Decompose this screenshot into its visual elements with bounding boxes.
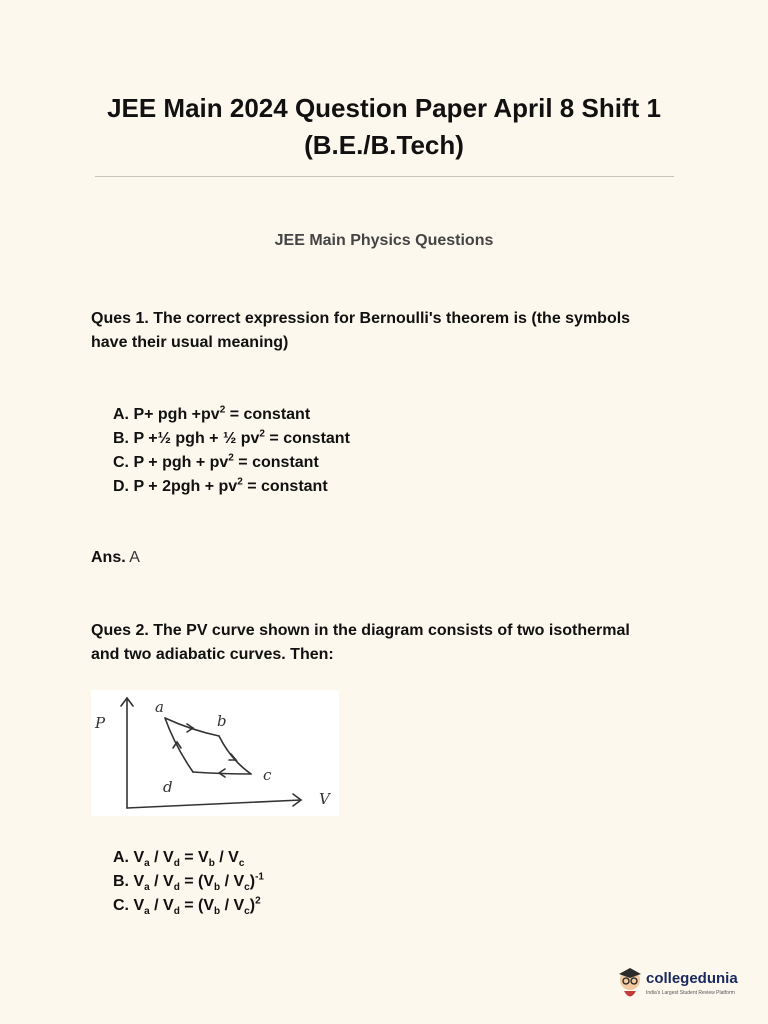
question-1-options [113, 403, 350, 499]
question-2-options [113, 846, 264, 918]
q1-option-a: A. P+ pgh $+pv^2$ = constant [113, 404, 311, 423]
label-v: V [319, 790, 330, 808]
label-a: a [155, 698, 164, 716]
pv-diagram [91, 690, 339, 816]
q2-option-b: B. $V_a / V_d = (V_b / V_c)^{-1}$ [113, 871, 264, 894]
curve-c-d [193, 772, 251, 774]
pv-diagram-svg [91, 690, 339, 816]
answer-label: Ans. [91, 549, 126, 566]
answer-value: A [129, 549, 140, 566]
section-subtitle: JEE Main Physics Questions [274, 232, 494, 249]
collegedunia-logo [616, 966, 741, 1002]
question-2-text: Ques 2. The PV curve shown in the diagram consists of two isothermal and two adiabatic curves. Then: [91, 622, 630, 663]
question-1-text: Ques 1. The correct expression for Bernoulli's theorem is (the symbols have their usual meaning) [91, 310, 631, 351]
curve-b-c [219, 736, 251, 774]
brand-name: collegedunia [646, 970, 738, 987]
q1-option-d: D. $P + 2pgh + pv^2$ = constant [113, 476, 328, 495]
brand-tagline: India's Largest Student Review Platform [646, 990, 735, 996]
q2-option-a: A. $V_a / V_d = V_b / V_c$ [113, 849, 245, 870]
label-b: b [217, 712, 227, 730]
title-divider [95, 176, 674, 177]
question-1-answer [91, 549, 140, 567]
q1-option-c: C. P + pgh + $pv^2$ = constant [113, 452, 319, 471]
label-p: P [95, 714, 106, 732]
v-axis [127, 800, 301, 808]
label-c: c [263, 766, 272, 784]
q1-option-b: B. P +½ pgh + ½ $pv^2$ = constant [113, 428, 350, 447]
label-d: d [163, 778, 173, 796]
page-title [0, 90, 768, 164]
title-line-1: JEE Main 2024 Question Paper April 8 Shift 1 [107, 93, 661, 123]
q2-option-c: C. $V_a / V_d = (V_b / V_c)^2$ [113, 895, 261, 918]
mascot-icon [616, 966, 644, 1002]
title-line-2: (B.E./B.Tech) [304, 130, 464, 160]
